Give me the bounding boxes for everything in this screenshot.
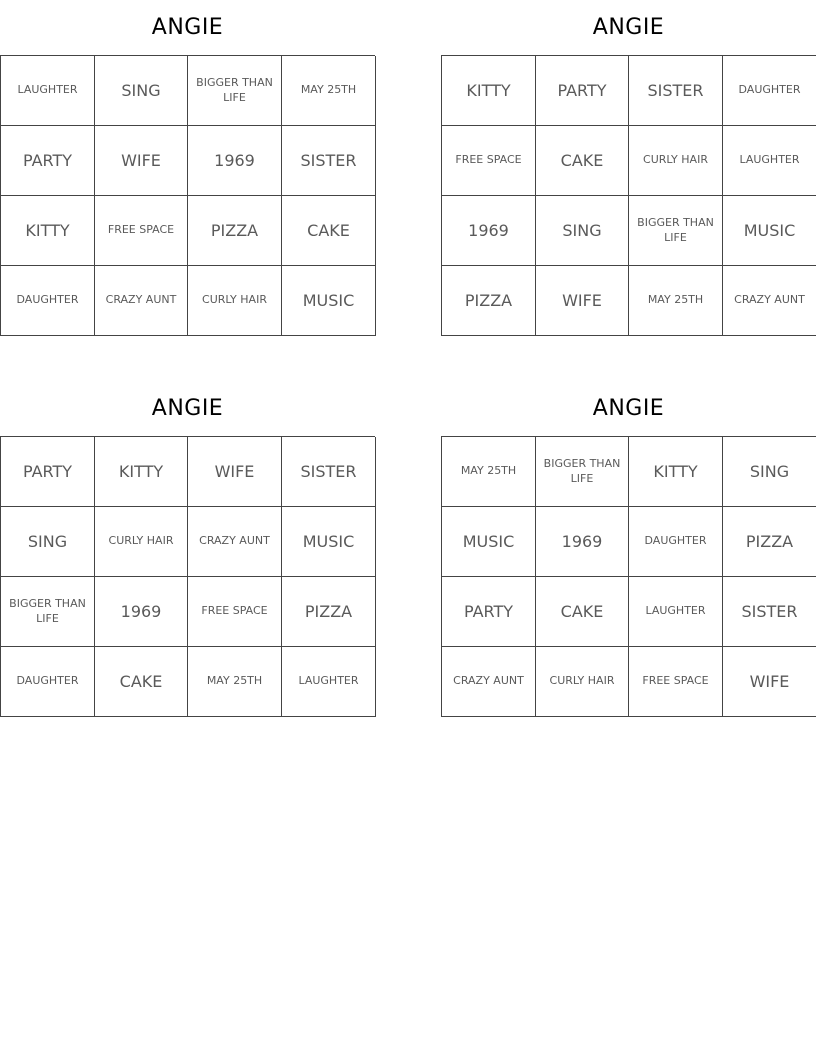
bingo-cell: FREE SPACE bbox=[629, 647, 723, 717]
bingo-cell: PIZZA bbox=[723, 507, 816, 577]
bingo-cell: MUSIC bbox=[723, 196, 816, 266]
bingo-cell: LAUGHTER bbox=[723, 126, 816, 196]
bingo-cell: WIFE bbox=[723, 647, 816, 717]
bingo-cell: CURLY HAIR bbox=[629, 126, 723, 196]
bingo-cell: BIGGER THAN LIFE bbox=[1, 577, 95, 647]
bingo-cell: SISTER bbox=[282, 126, 376, 196]
bingo-cell: CRAZY AUNT bbox=[723, 266, 816, 336]
bingo-cell: MAY 25TH bbox=[442, 437, 536, 507]
bingo-grid bbox=[441, 55, 816, 336]
bingo-cell: CURLY HAIR bbox=[536, 647, 629, 717]
bingo-cell: CAKE bbox=[536, 126, 629, 196]
bingo-cell: MUSIC bbox=[282, 507, 376, 577]
bingo-cell: SISTER bbox=[723, 577, 816, 647]
bingo-cell: SISTER bbox=[629, 56, 723, 126]
bingo-cell: CRAZY AUNT bbox=[95, 266, 188, 336]
bingo-cell: CAKE bbox=[282, 196, 376, 266]
bingo-cell: WIFE bbox=[536, 266, 629, 336]
bingo-cell: CAKE bbox=[95, 647, 188, 717]
bingo-card-3 bbox=[0, 381, 375, 717]
bingo-cell: SING bbox=[723, 437, 816, 507]
bingo-cell: CURLY HAIR bbox=[95, 507, 188, 577]
bingo-cell: PARTY bbox=[442, 577, 536, 647]
bingo-cell: PARTY bbox=[1, 126, 95, 196]
bingo-cell: SING bbox=[95, 56, 188, 126]
bingo-cell: 1969 bbox=[536, 507, 629, 577]
bingo-cell: MUSIC bbox=[442, 507, 536, 577]
bingo-cell: CAKE bbox=[536, 577, 629, 647]
bingo-cell: WIFE bbox=[95, 126, 188, 196]
bingo-card-2 bbox=[441, 0, 816, 336]
bingo-cell: KITTY bbox=[629, 437, 723, 507]
bingo-cell: KITTY bbox=[442, 56, 536, 126]
bingo-cell: 1969 bbox=[442, 196, 536, 266]
bingo-grid bbox=[0, 436, 375, 717]
bingo-cell: DAUGHTER bbox=[1, 647, 95, 717]
bingo-cell: BIGGER THAN LIFE bbox=[536, 437, 629, 507]
bingo-cell: SISTER bbox=[282, 437, 376, 507]
bingo-cell: MUSIC bbox=[282, 266, 376, 336]
bingo-cell: DAUGHTER bbox=[1, 266, 95, 336]
bingo-cell: 1969 bbox=[95, 577, 188, 647]
bingo-cell: FREE SPACE bbox=[188, 577, 282, 647]
bingo-cell: MAY 25TH bbox=[629, 266, 723, 336]
bingo-cell: LAUGHTER bbox=[282, 647, 376, 717]
card-title: ANGIE bbox=[151, 15, 224, 40]
bingo-cell: LAUGHTER bbox=[629, 577, 723, 647]
bingo-cell: WIFE bbox=[188, 437, 282, 507]
bingo-cell: PARTY bbox=[1, 437, 95, 507]
bingo-cell: FREE SPACE bbox=[95, 196, 188, 266]
bingo-cell: CRAZY AUNT bbox=[442, 647, 536, 717]
bingo-cell: DAUGHTER bbox=[723, 56, 816, 126]
bingo-cell: DAUGHTER bbox=[629, 507, 723, 577]
bingo-cell: BIGGER THAN LIFE bbox=[188, 56, 282, 126]
bingo-cell: MAY 25TH bbox=[188, 647, 282, 717]
bingo-cell: 1969 bbox=[188, 126, 282, 196]
bingo-card-1 bbox=[0, 0, 375, 336]
bingo-cell: SING bbox=[1, 507, 95, 577]
bingo-card-4 bbox=[441, 381, 816, 717]
bingo-grid bbox=[441, 436, 816, 717]
bingo-cell: KITTY bbox=[95, 437, 188, 507]
bingo-cell: PIZZA bbox=[282, 577, 376, 647]
bingo-cell: KITTY bbox=[1, 196, 95, 266]
bingo-cell: CRAZY AUNT bbox=[188, 507, 282, 577]
bingo-grid bbox=[0, 55, 375, 336]
card-title: ANGIE bbox=[592, 396, 665, 421]
bingo-cell: SING bbox=[536, 196, 629, 266]
card-title: ANGIE bbox=[151, 396, 224, 421]
card-title: ANGIE bbox=[592, 15, 665, 40]
bingo-cell: LAUGHTER bbox=[1, 56, 95, 126]
bingo-cell: FREE SPACE bbox=[442, 126, 536, 196]
bingo-cell: CURLY HAIR bbox=[188, 266, 282, 336]
bingo-cell: BIGGER THAN LIFE bbox=[629, 196, 723, 266]
bingo-cell: PIZZA bbox=[188, 196, 282, 266]
bingo-cell: PIZZA bbox=[442, 266, 536, 336]
bingo-cell: PARTY bbox=[536, 56, 629, 126]
bingo-cell: MAY 25TH bbox=[282, 56, 376, 126]
